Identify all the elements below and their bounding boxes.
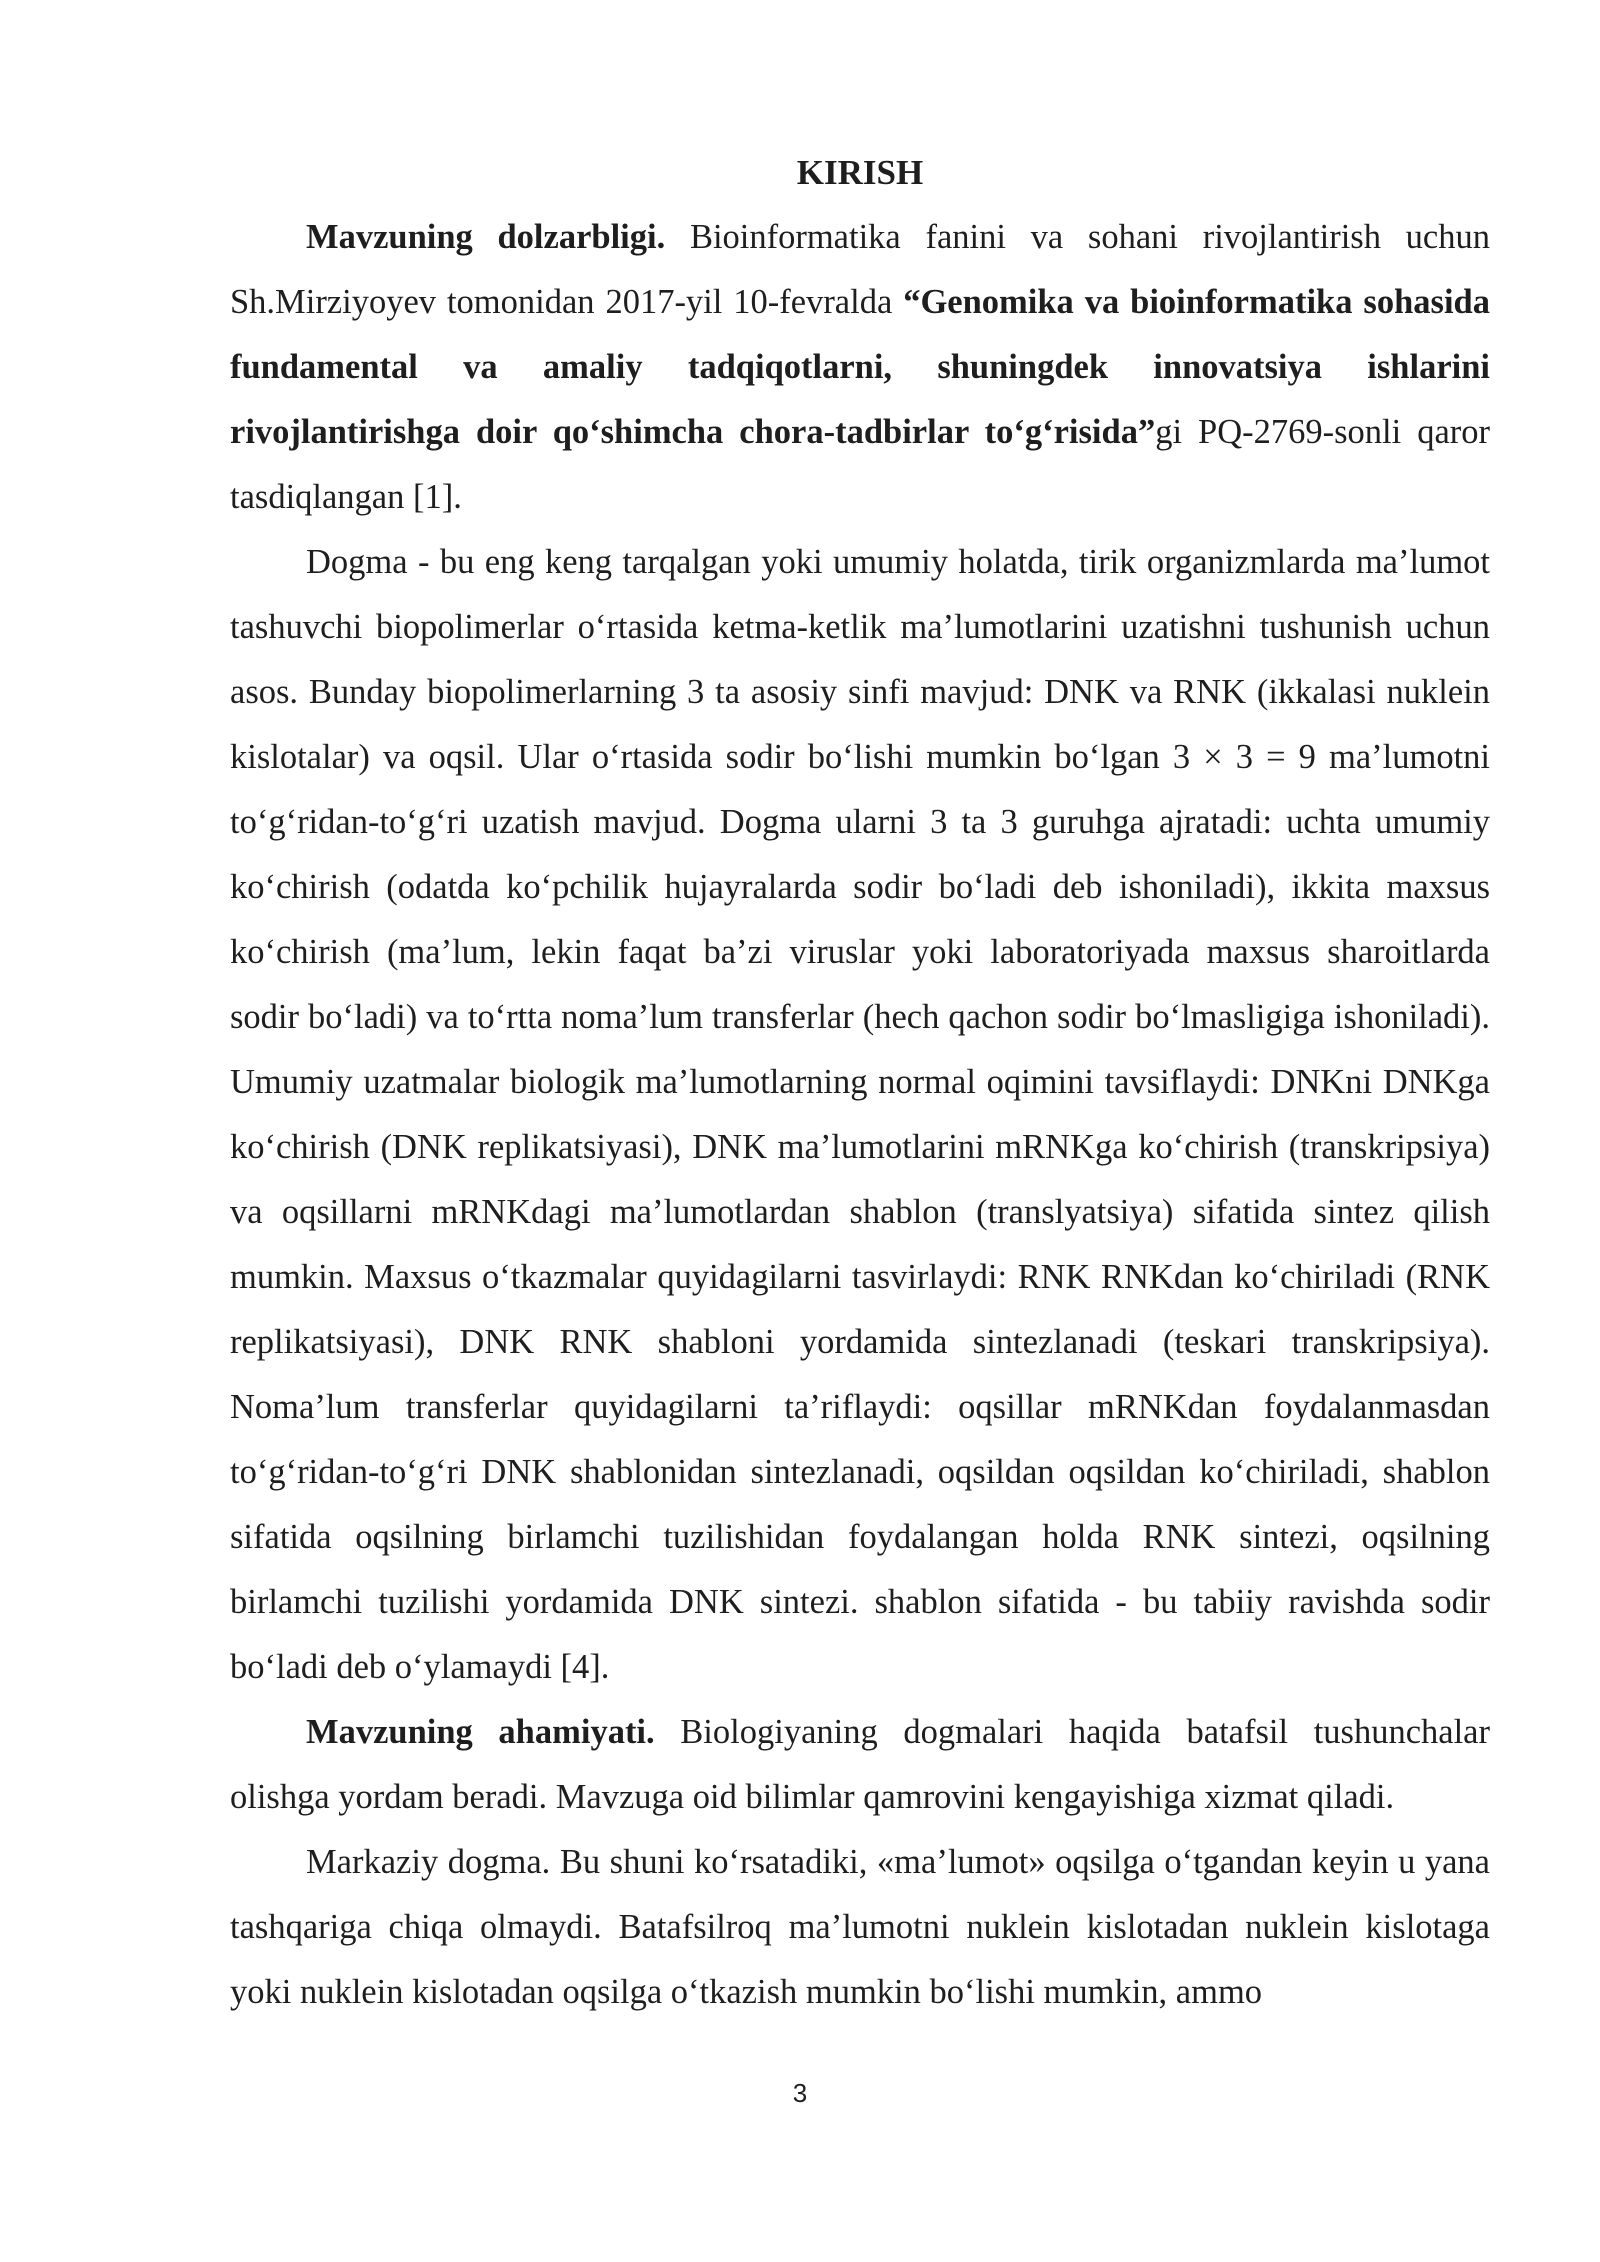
- paragraph-central-dogma: Markaziy dogma. Bu shuni ko‘rsatadiki, «ma’lumot» oqsilga o‘tgandan keyin u yana tashqariga chiqa olmaydi. Batafsilroq ma’lumotni nuklein kislotadan nuklein kislotaga yoki nuklein kislotadan oqsilga o‘tkazish mumkin bo‘lishi mumkin, ammo: [230, 1843, 1490, 2011]
- paragraph-importance: [230, 1700, 1490, 1830]
- document-page: [230, 140, 1490, 2025]
- relevance-text-end: gi PQ-2769-sonli qaror tasdiqlangan [1].: [230, 413, 1490, 516]
- paragraph-relevance: [230, 205, 1490, 530]
- importance-lead: Mavzuning ahamiyati.: [306, 1713, 655, 1751]
- paragraph-dogma: Dogma - bu eng keng tarqalgan yoki umumiy holatda, tirik organizmlarda ma’lumot tashuvchi biopolimerlar o‘rtasida ketma-ketlik ma’lumotlarini uzatishni tushunish uchun asos. Bunday biopolimerlarning 3 ta asosiy sinfi mavjud: DNK va RNK (ikkalasi nuklein kislotalar) va oqsil. Ular o‘rtasida sodir bo‘lishi mumkin bo‘lgan 3 × 3 = 9 ma’lumotni to‘g‘ridan-to‘g‘ri uzatish mavjud. Dogma ularni 3 ta 3 guruhga ajratadi: uchta umumiy ko‘chirish (odatda ko‘pchilik hujayralarda sodir bo‘ladi deb ishoniladi), ikkita maxsus ko‘chirish (ma’lum, lekin faqat ba’zi viruslar yoki laboratoriyada maxsus sharoitlarda sodir bo‘ladi) va to‘rtta noma’lum transferlar (hech qachon sodir bo‘lmasligiga ishoniladi). Umumiy uzatmalar biologik ma’lumotlarning normal oqimini tavsiflaydi: DNKni DNKga ko‘chirish (DNK replikatsiyasi), DNK ma’lumotlarini mRNKga ko‘chirish (transkripsiya) va oqsillarni mRNKdagi ma’lumotlardan shablon (translyatsiya) sifatida sintez qilish mumkin. Maxsus o‘tkazmalar quyidagilarni tasvirlaydi: RNK RNKdan ko‘chiriladi (RNK replikatsiyasi), DNK RNK shabloni yordamida sintezlanadi (teskari transkripsiya). Noma’lum transferlar quyidagilarni ta’riflaydi: oqsillar mRNKdan foydalanmasdan to‘g‘ridan-to‘g‘ri DNK shablonidan sintezlanadi, oqsildan oqsildan ko‘chiriladi, shablon sifatida oqsilning birlamchi tuzilishidan foydalangan holda RNK sintezi, oqsilning birlamchi tuzilishi yordamida DNK sintezi. shablon sifatida - bu tabiiy ravishda sodir bo‘ladi deb o‘ylamaydi [4].: [230, 543, 1490, 1686]
- relevance-text-start: Bioinformatika fanini va sohani rivojlantirish uchun Sh.Mirziyoyev tomonidan 2017-yil 10-fevralda: [230, 218, 1490, 321]
- page-number: 3: [792, 2078, 808, 2108]
- section-heading: KIRISH: [796, 153, 924, 192]
- relevance-lead: Mavzuning dolzarbligi.: [306, 218, 666, 256]
- importance-text: Biologiyaning dogmalari haqida batafsil tushunchalar olishga yordam beradi. Mavzuga oid bilimlar qamrovini kengayishiga xizmat qiladi.: [230, 1713, 1490, 1816]
- decree-title: “Genomika va bioinformatika sohasida fundamental va amaliy tadqiqotlarni, shuningdek innovatsiya ishlarini rivojlantirishga doir qo‘shimcha chora-tadbirlar to‘g‘risida”: [230, 283, 1490, 451]
